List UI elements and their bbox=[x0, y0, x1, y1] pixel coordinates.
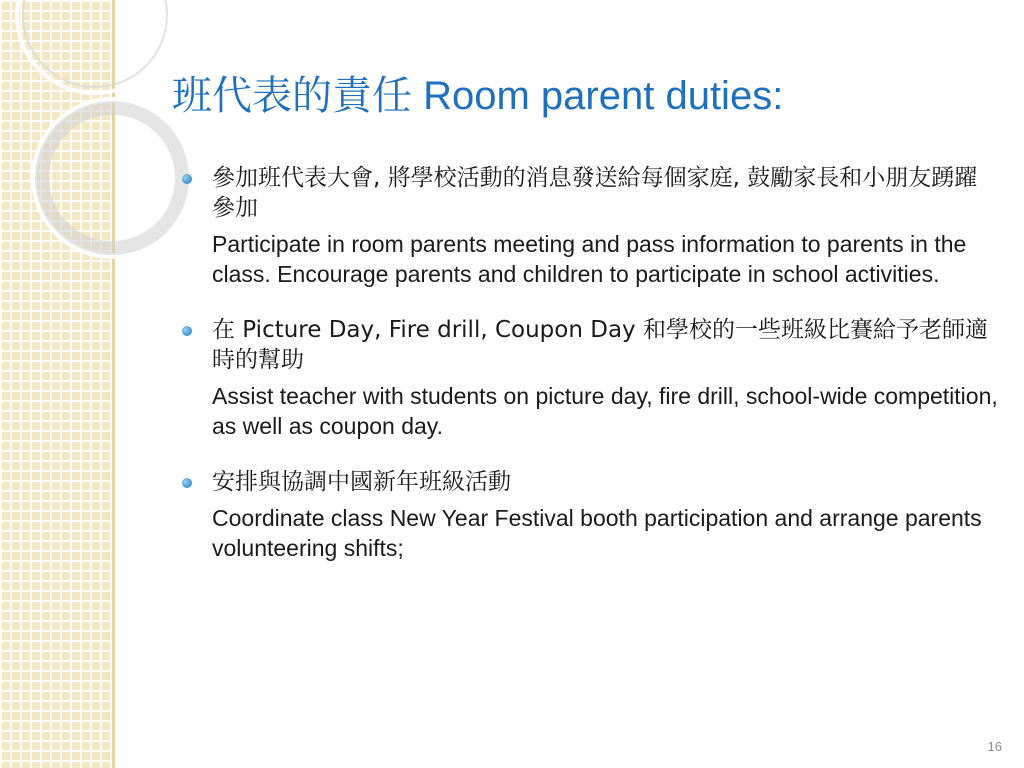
bullet-list bbox=[178, 163, 998, 589]
page-number: 16 bbox=[987, 739, 1002, 754]
bullet-chinese-text: 參加班代表大會, 將學校活動的消息發送給每個家庭, 鼓勵家長和小朋友踴躍參加 bbox=[212, 165, 978, 221]
bullet-icon bbox=[182, 326, 192, 336]
bullet-english-text: Participate in room parents meeting and pass information to parents in the class. Encourage parents and children to participate in school activities. bbox=[212, 231, 967, 287]
bullet-item bbox=[178, 163, 998, 289]
bullet-english-text: Assist teacher with students on picture day, fire drill, school-wide competition, as well as coupon day. bbox=[212, 383, 998, 439]
bullet-item bbox=[178, 467, 998, 563]
slide-title: 班代表的責任 Room parent duties: bbox=[172, 74, 784, 118]
bullet-english-text: Coordinate class New Year Festival booth participation and arrange parents volunteering shifts; bbox=[212, 505, 982, 561]
bullet-chinese-text: 在 Picture Day, Fire drill, Coupon Day 和學校的一些班級比賽給予老師適時的幫助 bbox=[212, 317, 988, 373]
bullet-icon bbox=[182, 174, 192, 184]
bullet-item bbox=[178, 315, 998, 441]
bullet-chinese-text: 安排與協調中國新年班級活動 bbox=[212, 469, 511, 495]
bullet-icon bbox=[182, 478, 192, 488]
decorative-rings bbox=[0, 0, 200, 300]
